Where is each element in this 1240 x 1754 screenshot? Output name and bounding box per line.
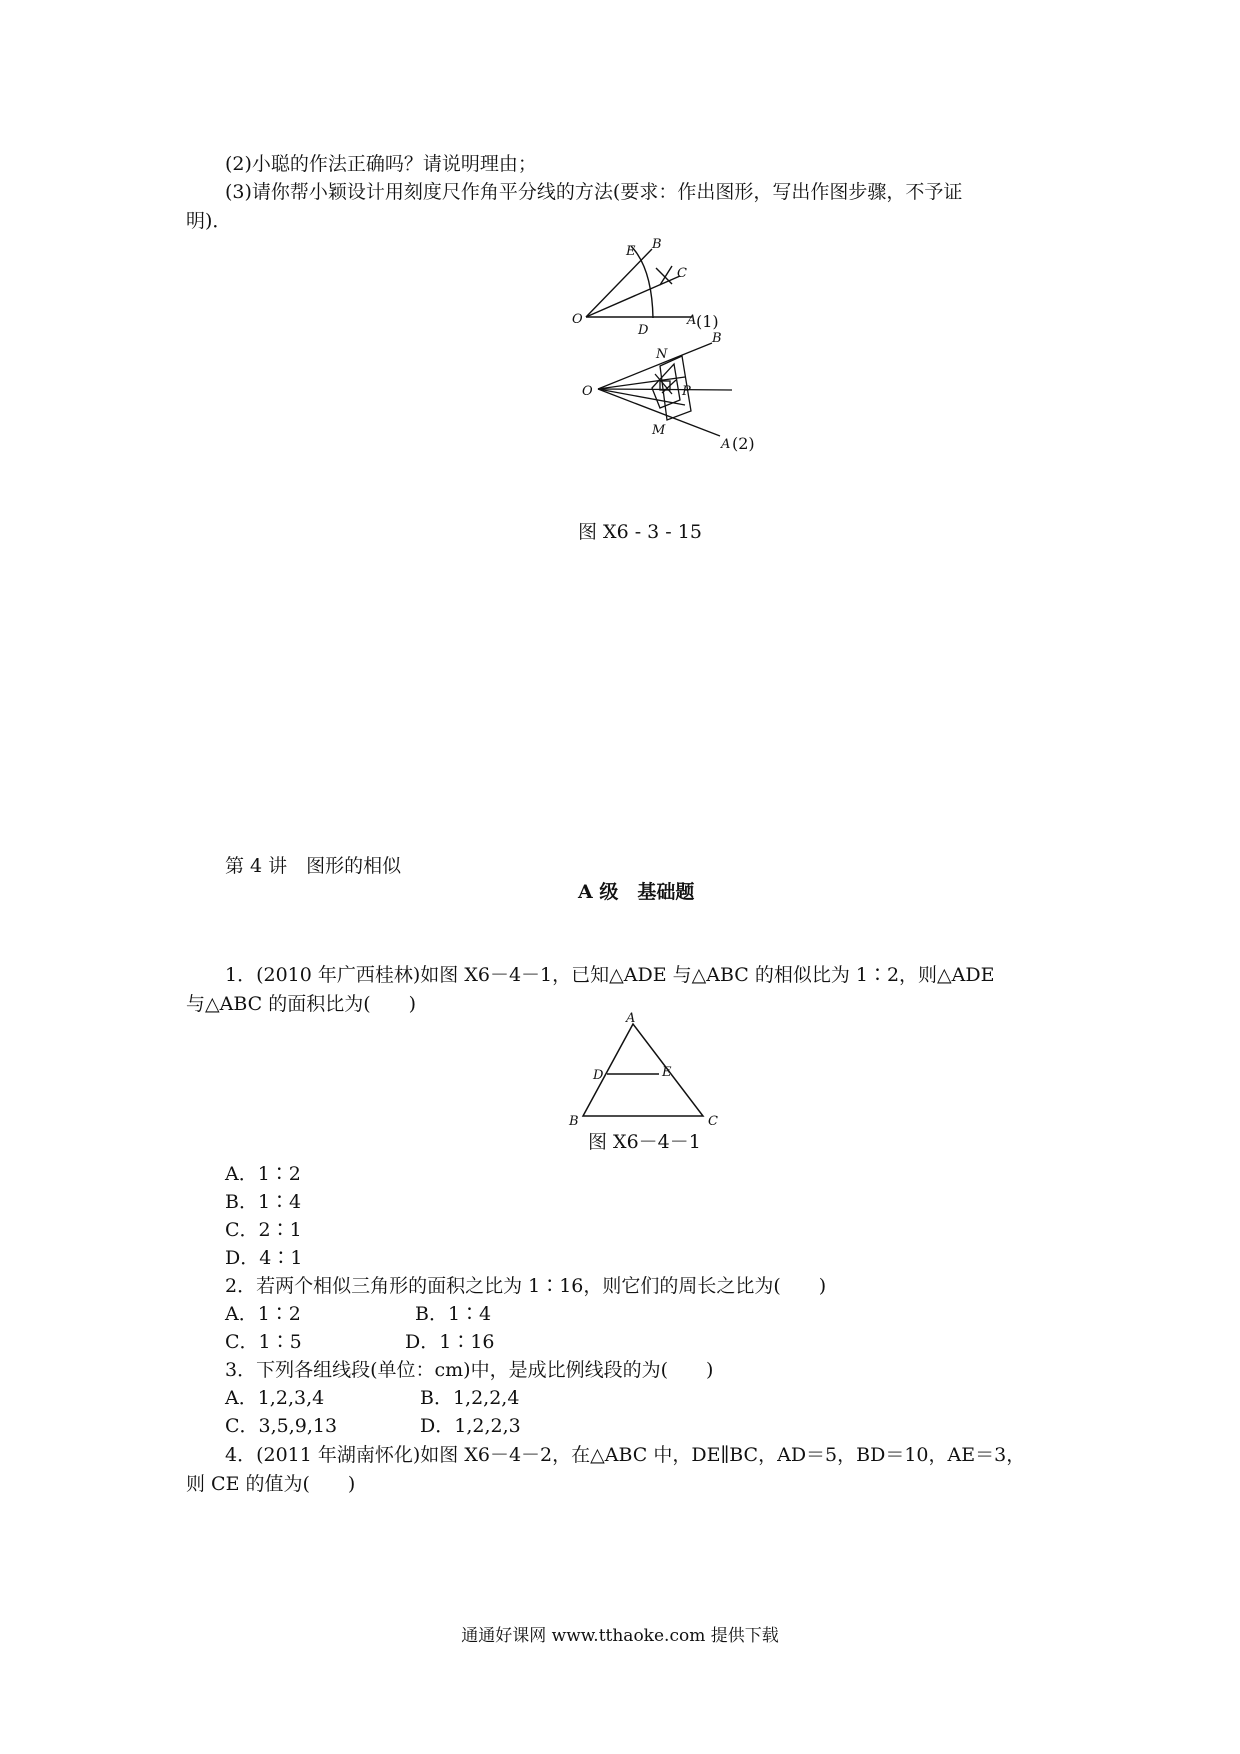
q1-option-d: D．4∶1 — [225, 1247, 303, 1269]
q2-option-b: B．1∶4 — [415, 1303, 492, 1325]
fig2-number: (2) — [732, 434, 755, 453]
fig1-label-E: E — [626, 244, 636, 259]
page-footer: 通通好课网 www.tthaoke.com 提供下载 — [461, 1626, 779, 1646]
q3-option-a: A．1,2,3,4 — [225, 1387, 325, 1409]
fig1-label-B: B — [652, 237, 662, 252]
fig3-label-A: A — [626, 1012, 636, 1026]
fig2-label-O: O — [582, 384, 593, 399]
figure-caption-x6-4-1: 图 X6－4－1 — [588, 1131, 701, 1153]
q2-option-d: D．1∶16 — [405, 1331, 495, 1353]
question-part-3-line2: 明)． — [186, 210, 232, 232]
fig3-label-B: B — [569, 1114, 579, 1127]
question-2-stem: 2．若两个相似三角形的面积之比为 1∶16，则它们的周长之比为( ) — [225, 1275, 827, 1297]
fig2-label-N: N — [656, 347, 668, 362]
q2-option-c: C．1∶5 — [225, 1331, 302, 1353]
fig2-label-A: A — [721, 437, 731, 452]
fig3-label-D: D — [593, 1068, 604, 1083]
fig3-label-C: C — [708, 1114, 718, 1127]
fig1-label-O: O — [572, 312, 583, 327]
fig1-label-C: C — [677, 266, 687, 281]
q3-option-c: C．3,5,9,13 — [225, 1415, 338, 1437]
lesson-title: 第 4 讲 图形的相似 — [225, 855, 402, 877]
fig1-number: (1) — [696, 312, 719, 331]
question-part-3-line1: (3)请你帮小颖设计用刻度尺作角平分线的方法(要求：作出图形，写出作图步骤，不予证 — [225, 181, 963, 203]
fig1-label-D: D — [638, 323, 649, 338]
question-part-2: (2)小聪的作法正确吗？请说明理由； — [225, 153, 537, 175]
q2-option-a: A．1∶2 — [225, 1303, 301, 1325]
question-3-stem: 3．下列各组线段(单位：cm)中，是成比例线段的为( ) — [225, 1359, 714, 1381]
question-1-line2: 与△ABC 的面积比为( ) — [186, 993, 417, 1015]
q1-option-b: B．1∶4 — [225, 1191, 302, 1213]
fig2-label-B: B — [712, 331, 722, 346]
figure-caption-x6-3-15: 图 X6 - 3 - 15 — [578, 521, 702, 543]
fig2-label-M: M — [652, 423, 666, 438]
q3-option-b: B．1,2,2,4 — [420, 1387, 520, 1409]
fig3-label-E: E — [662, 1065, 672, 1080]
figure-x6-4-1 — [555, 1012, 735, 1127]
fig2-label-P: P — [682, 384, 691, 399]
q1-option-c: C．2∶1 — [225, 1219, 302, 1241]
fig1-label-A: A — [687, 313, 697, 328]
figure-1-angle — [586, 246, 692, 318]
question-1-line1: 1．(2010 年广西桂林)如图 X6－4－1，已知△ADE 与△ABC 的相似比为 1∶2，则△ADE — [225, 964, 995, 986]
question-4-line2: 则 CE 的值为( ) — [186, 1473, 356, 1495]
figure-x6-3-15 — [560, 228, 800, 458]
q3-option-d: D．1,2,2,3 — [420, 1415, 521, 1437]
level-heading: A 级 基础题 — [578, 881, 695, 903]
q1-option-a: A．1∶2 — [225, 1163, 301, 1185]
question-4-line1: 4．(2011 年湖南怀化)如图 X6－4－2，在△ABC 中，DE∥BC，AD＝5，BD＝10，AE＝3， — [225, 1444, 1026, 1466]
